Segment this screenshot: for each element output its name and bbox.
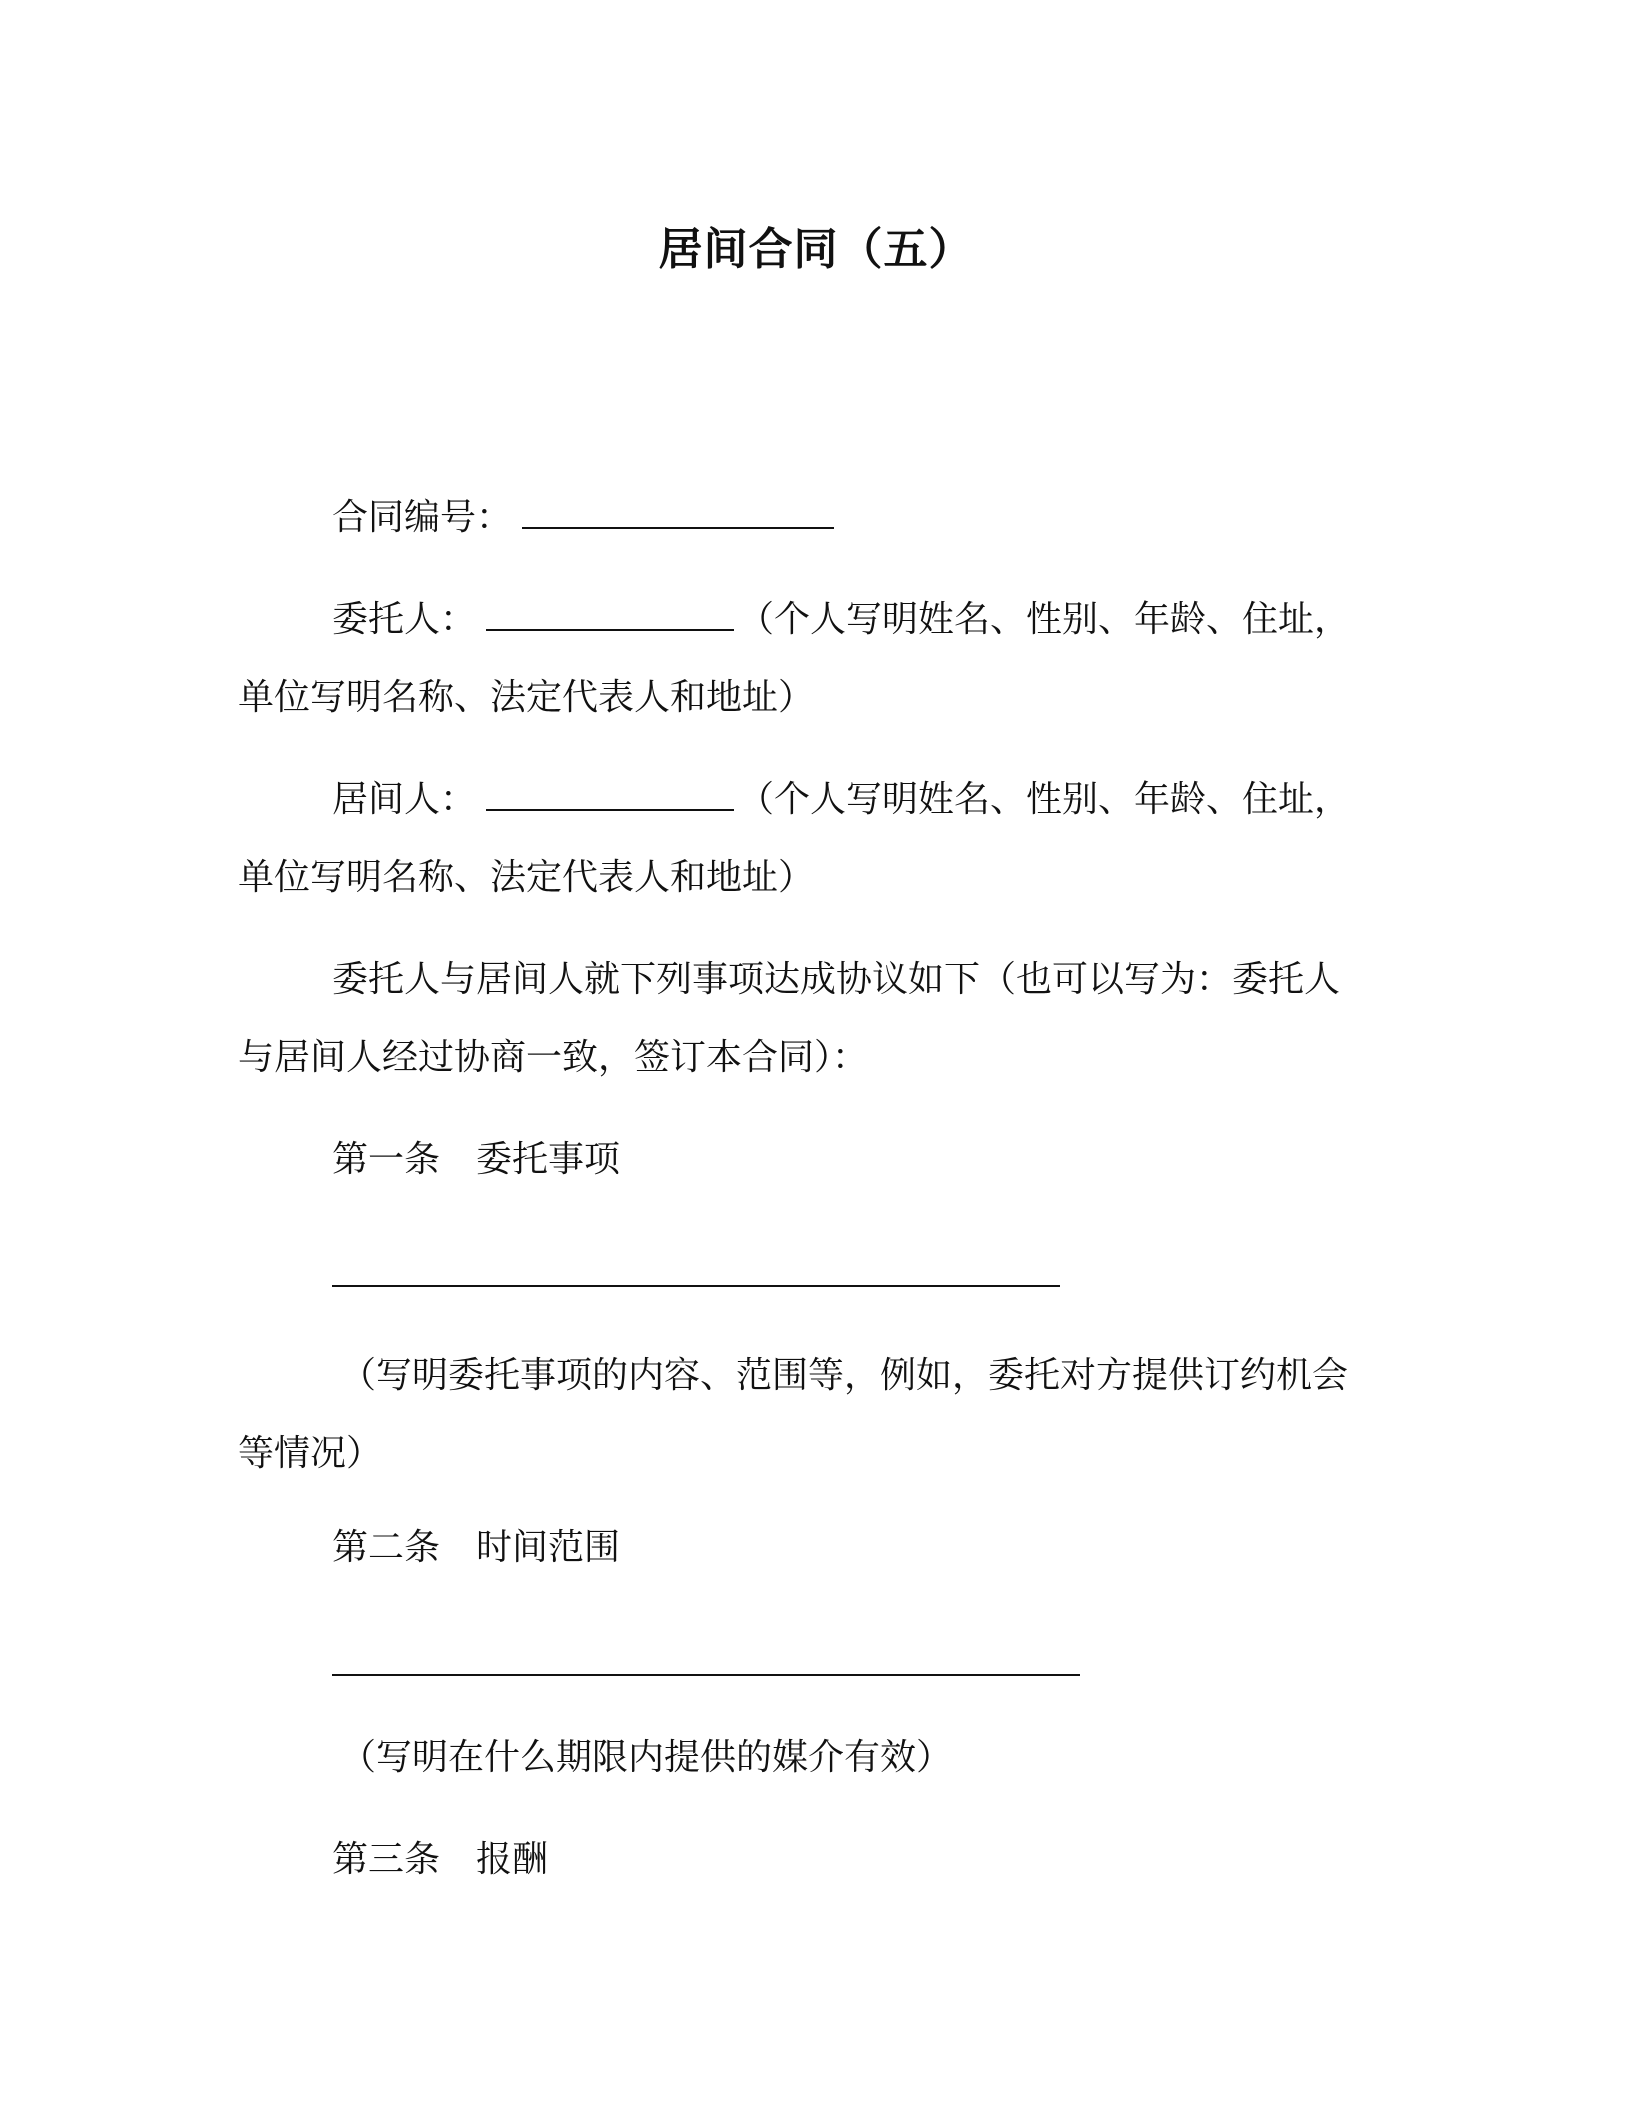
intro-paragraph-line2: 与居间人经过协商一致，签订本合同）： — [238, 1037, 869, 1078]
article1-fill-line[interactable] — [332, 1285, 1060, 1287]
document-title: 居间合同（五） — [658, 224, 974, 275]
intermediary-label: 居间人： — [332, 779, 477, 820]
article2-fill-line[interactable] — [332, 1674, 1080, 1676]
article1-note-line2: 等情况） — [238, 1433, 383, 1474]
contract-number-blank[interactable] — [522, 495, 834, 529]
principal-note-continued: 单位写明名称、法定代表人和地址） — [238, 677, 815, 718]
contract-number-label: 合同编号： — [332, 497, 513, 538]
intro-paragraph-line1: 委托人与居间人就下列事项达成协议如下（也可以写为：委托人 — [332, 959, 1341, 1000]
contract-number-line — [332, 494, 834, 542]
principal-note: （个人写明姓名、性别、年龄、住址， — [738, 599, 1351, 640]
article1-note-line1: （写明委托事项的内容、范围等，例如，委托对方提供订约机会 — [340, 1355, 1349, 1396]
intermediary-note: （个人写明姓名、性别、年龄、住址， — [738, 779, 1351, 820]
article2-note: （写明在什么期限内提供的媒介有效） — [340, 1737, 953, 1778]
article1-heading: 第一条 委托事项 — [332, 1139, 621, 1180]
principal-label: 委托人： — [332, 599, 477, 640]
intermediary-line — [332, 776, 1350, 824]
principal-line — [332, 596, 1350, 644]
article3-heading: 第三条 报酬 — [332, 1839, 549, 1880]
intermediary-note-continued: 单位写明名称、法定代表人和地址） — [238, 857, 815, 898]
intermediary-blank[interactable] — [486, 777, 734, 811]
principal-blank[interactable] — [486, 597, 734, 631]
article2-heading: 第二条 时间范围 — [332, 1527, 621, 1568]
